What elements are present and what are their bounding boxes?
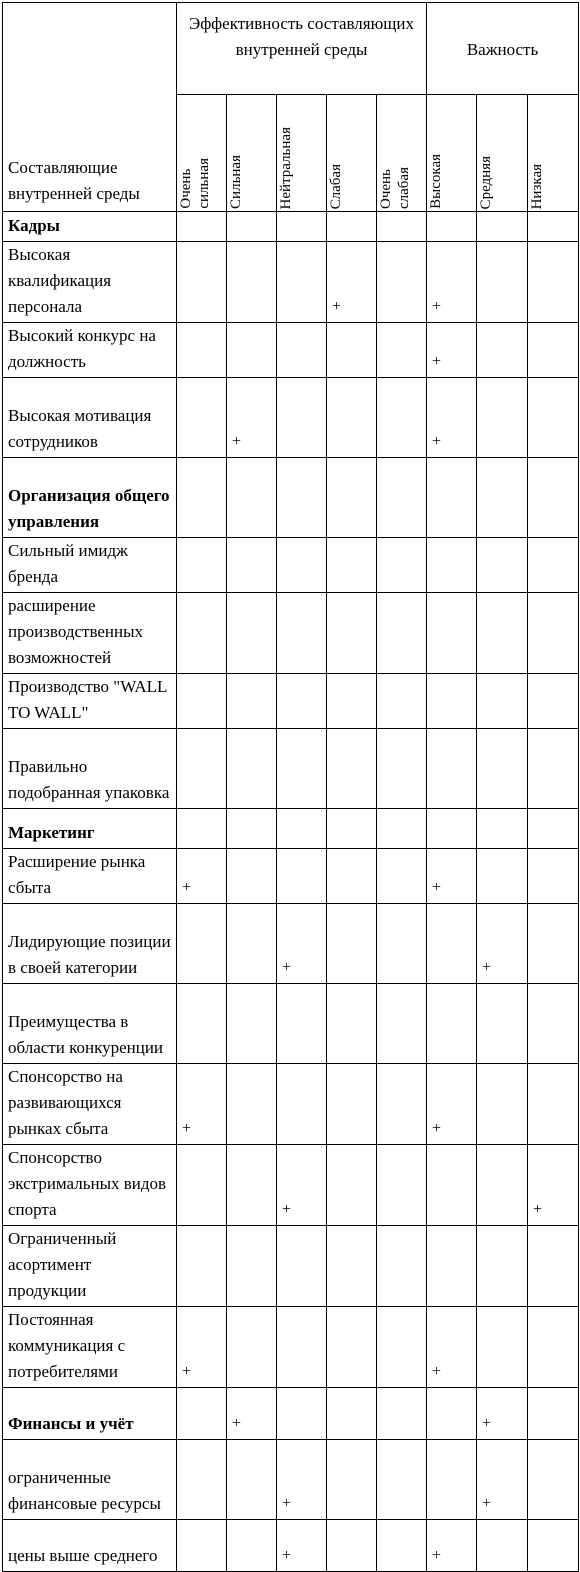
- effectiveness-level-header-label: Слабая: [328, 163, 344, 209]
- mark-cell: [377, 729, 427, 809]
- factor-label-cell: [3, 323, 177, 378]
- mark-cell: [528, 378, 579, 458]
- table-row: [3, 1440, 579, 1520]
- mark-cell: [427, 593, 477, 674]
- factor-label-cell: [3, 1520, 177, 1572]
- plus-mark: +: [432, 353, 442, 370]
- mark-cell: [377, 538, 427, 593]
- importance-level-header: [528, 95, 579, 212]
- mark-cell: [528, 1064, 579, 1145]
- mark-cell: [377, 1064, 427, 1145]
- mark-cell: [427, 1440, 477, 1520]
- plus-mark: +: [182, 1120, 192, 1137]
- plus-mark: +: [232, 433, 242, 450]
- mark-cell: [528, 538, 579, 593]
- mark-cell: [327, 458, 377, 538]
- mark-cell: [277, 1520, 327, 1572]
- mark-cell: [477, 1064, 528, 1145]
- mark-cell: [327, 1388, 377, 1440]
- factor-label: Сильный имидж бренда: [8, 541, 128, 586]
- corner-header-cell: [3, 3, 177, 212]
- effectiveness-level-header-label: Сильная: [228, 155, 244, 209]
- table-row: [3, 593, 579, 674]
- plus-mark: +: [432, 1363, 442, 1380]
- mark-cell: [427, 1226, 477, 1307]
- table-body: [3, 212, 579, 1572]
- mark-cell: [528, 729, 579, 809]
- mark-cell: [528, 458, 579, 538]
- plus-mark: +: [482, 1495, 492, 1512]
- factor-label-cell: [3, 984, 177, 1064]
- mark-cell: [477, 674, 528, 729]
- plus-mark: +: [182, 879, 192, 896]
- importance-level-header-label: Средняя: [478, 155, 495, 209]
- mark-cell: [327, 674, 377, 729]
- plus-mark: +: [482, 1415, 492, 1432]
- category-label: Маркетинг: [8, 823, 95, 842]
- mark-cell: [528, 1388, 579, 1440]
- factor-label-cell: [3, 904, 177, 984]
- mark-cell: [528, 323, 579, 378]
- mark-cell: [327, 1064, 377, 1145]
- plus-mark: +: [282, 1495, 292, 1512]
- mark-cell: [377, 1388, 427, 1440]
- mark-cell: [327, 1145, 377, 1226]
- mark-cell: [377, 674, 427, 729]
- plus-mark: +: [533, 1201, 543, 1218]
- table-row: [3, 809, 579, 849]
- factor-label: Постоянная коммуникация с потребителями: [8, 1310, 126, 1381]
- plus-mark: +: [282, 1201, 292, 1218]
- plus-mark: +: [282, 959, 292, 976]
- mark-cell: [177, 1145, 227, 1226]
- mark-cell: [327, 593, 377, 674]
- mark-cell: [227, 242, 277, 323]
- importance-group-label: Важность: [466, 40, 539, 59]
- factor-label-cell: [3, 729, 177, 809]
- factor-label: Расширение рынка сбыта: [8, 852, 146, 897]
- table-row: [3, 1226, 579, 1307]
- mark-cell: [227, 674, 277, 729]
- factor-label-cell: [3, 1226, 177, 1307]
- mark-cell: [427, 1307, 477, 1388]
- factor-label-cell: [3, 674, 177, 729]
- mark-cell: [477, 323, 528, 378]
- mark-cell: [177, 809, 227, 849]
- table-row: [3, 458, 579, 538]
- mark-cell: [227, 323, 277, 378]
- mark-cell: [327, 323, 377, 378]
- mark-cell: [177, 378, 227, 458]
- mark-cell: [528, 1145, 579, 1226]
- factor-label-cell: [3, 593, 177, 674]
- mark-cell: [377, 242, 427, 323]
- table-row: [3, 378, 579, 458]
- mark-cell: [427, 674, 477, 729]
- plus-mark: +: [232, 1415, 242, 1432]
- mark-cell: [427, 729, 477, 809]
- factor-label: Высокий конкурс на должность: [8, 326, 156, 371]
- factor-label: Правильно подобранная упаковка: [8, 757, 170, 802]
- header-row-groups: [3, 3, 579, 95]
- category-label-cell: [3, 212, 177, 242]
- mark-cell: [327, 984, 377, 1064]
- mark-cell: [477, 212, 528, 242]
- mark-cell: [528, 674, 579, 729]
- mark-cell: [277, 674, 327, 729]
- mark-cell: [277, 212, 327, 242]
- factor-label: Ограниченный асортимент продукции: [8, 1229, 117, 1300]
- mark-cell: [177, 1226, 227, 1307]
- mark-cell: [528, 984, 579, 1064]
- plus-mark: +: [432, 433, 442, 450]
- internal-environment-table: [2, 2, 579, 1572]
- mark-cell: [477, 1388, 528, 1440]
- plus-mark: +: [432, 879, 442, 896]
- category-label-cell: [3, 809, 177, 849]
- factor-label-cell: [3, 1064, 177, 1145]
- mark-cell: [477, 904, 528, 984]
- mark-cell: [327, 1440, 377, 1520]
- mark-cell: [277, 1440, 327, 1520]
- effectiveness-level-header: [277, 95, 327, 212]
- table-row: [3, 729, 579, 809]
- factor-label-cell: [3, 242, 177, 323]
- factor-label: ограниченные финансовые ресурсы: [8, 1468, 161, 1513]
- mark-cell: [377, 1307, 427, 1388]
- effectiveness-level-header-label: Очень сильная: [178, 158, 212, 209]
- mark-cell: [327, 212, 377, 242]
- mark-cell: [377, 904, 427, 984]
- mark-cell: [477, 378, 528, 458]
- mark-cell: [427, 904, 477, 984]
- mark-cell: [477, 538, 528, 593]
- category-label-cell: [3, 1388, 177, 1440]
- effectiveness-level-header: [177, 95, 227, 212]
- table-row: [3, 674, 579, 729]
- mark-cell: [177, 849, 227, 904]
- mark-cell: [528, 1226, 579, 1307]
- mark-cell: [427, 1064, 477, 1145]
- mark-cell: [227, 904, 277, 984]
- effectiveness-level-header: [377, 95, 427, 212]
- mark-cell: [227, 212, 277, 242]
- mark-cell: [377, 212, 427, 242]
- mark-cell: [177, 729, 227, 809]
- importance-level-header-label: Высокая: [428, 154, 445, 209]
- mark-cell: [277, 849, 327, 904]
- mark-cell: [277, 809, 327, 849]
- mark-cell: [227, 1520, 277, 1572]
- mark-cell: [377, 1520, 427, 1572]
- mark-cell: [177, 242, 227, 323]
- mark-cell: [528, 904, 579, 984]
- mark-cell: [227, 984, 277, 1064]
- mark-cell: [327, 538, 377, 593]
- mark-cell: [227, 1440, 277, 1520]
- table-row: [3, 849, 579, 904]
- mark-cell: [177, 1307, 227, 1388]
- mark-cell: [277, 1064, 327, 1145]
- mark-cell: [277, 904, 327, 984]
- mark-cell: [477, 1520, 528, 1572]
- mark-cell: [227, 729, 277, 809]
- category-label: Финансы и учёт: [8, 1414, 134, 1433]
- table-row: [3, 538, 579, 593]
- mark-cell: [427, 458, 477, 538]
- effectiveness-level-header-label: Очень слабая: [378, 167, 412, 209]
- factor-label: цены выше среднего: [8, 1546, 158, 1565]
- mark-cell: [477, 1307, 528, 1388]
- mark-cell: [477, 242, 528, 323]
- mark-cell: [227, 1226, 277, 1307]
- mark-cell: [227, 1307, 277, 1388]
- mark-cell: [327, 1226, 377, 1307]
- mark-cell: [177, 593, 227, 674]
- mark-cell: [177, 904, 227, 984]
- mark-cell: [227, 1388, 277, 1440]
- mark-cell: [277, 1145, 327, 1226]
- plus-mark: +: [482, 959, 492, 976]
- mark-cell: [427, 984, 477, 1064]
- mark-cell: [427, 323, 477, 378]
- factor-label-cell: [3, 538, 177, 593]
- mark-cell: [227, 378, 277, 458]
- mark-cell: [528, 212, 579, 242]
- plus-mark: +: [182, 1363, 192, 1380]
- factor-label: Высокая мотивация сотрудников: [8, 406, 152, 451]
- category-label: Кадры: [8, 216, 60, 235]
- mark-cell: [427, 1388, 477, 1440]
- mark-cell: [177, 1520, 227, 1572]
- factor-label: Преимущества в области конкуренции: [8, 1012, 164, 1057]
- mark-cell: [227, 1064, 277, 1145]
- importance-level-header: [427, 95, 477, 212]
- effectiveness-group-header: [177, 3, 427, 95]
- mark-cell: [477, 593, 528, 674]
- effectiveness-level-header: [227, 95, 277, 212]
- mark-cell: [177, 323, 227, 378]
- mark-cell: [377, 1145, 427, 1226]
- mark-cell: [227, 538, 277, 593]
- plus-mark: +: [332, 298, 342, 315]
- factor-label-cell: [3, 1145, 177, 1226]
- mark-cell: [477, 809, 528, 849]
- mark-cell: [427, 849, 477, 904]
- effectiveness-level-header: [327, 95, 377, 212]
- mark-cell: [528, 1440, 579, 1520]
- mark-cell: [327, 242, 377, 323]
- mark-cell: [477, 984, 528, 1064]
- factor-label: Производство "WALL TO WALL": [8, 677, 167, 722]
- factor-label: расширение производственных возможностей: [8, 596, 144, 667]
- mark-cell: [427, 538, 477, 593]
- plus-mark: +: [282, 1547, 292, 1564]
- factor-label-cell: [3, 849, 177, 904]
- plus-mark: +: [432, 1120, 442, 1137]
- mark-cell: [177, 1440, 227, 1520]
- mark-cell: [177, 674, 227, 729]
- mark-cell: [327, 809, 377, 849]
- mark-cell: [477, 849, 528, 904]
- importance-group-header: [427, 3, 579, 95]
- mark-cell: [227, 809, 277, 849]
- mark-cell: [327, 1307, 377, 1388]
- factor-label-cell: [3, 378, 177, 458]
- mark-cell: [427, 212, 477, 242]
- mark-cell: [477, 1440, 528, 1520]
- factor-label-cell: [3, 1307, 177, 1388]
- mark-cell: [377, 378, 427, 458]
- table-row: [3, 984, 579, 1064]
- category-label: Организация общего управления: [8, 486, 170, 531]
- corner-label: Составляющие внутренней среды: [8, 158, 140, 203]
- table-row: [3, 212, 579, 242]
- mark-cell: [327, 1520, 377, 1572]
- mark-cell: [277, 1388, 327, 1440]
- mark-cell: [477, 458, 528, 538]
- mark-cell: [227, 458, 277, 538]
- table-row: [3, 1307, 579, 1388]
- mark-cell: [477, 729, 528, 809]
- mark-cell: [528, 593, 579, 674]
- mark-cell: [277, 729, 327, 809]
- mark-cell: [327, 904, 377, 984]
- mark-cell: [277, 242, 327, 323]
- effectiveness-group-label: Эффективность составляющих внутренней среды: [189, 14, 414, 59]
- mark-cell: [277, 378, 327, 458]
- mark-cell: [377, 323, 427, 378]
- mark-cell: [327, 849, 377, 904]
- mark-cell: [227, 849, 277, 904]
- table-row: [3, 1520, 579, 1572]
- category-label-cell: [3, 458, 177, 538]
- mark-cell: [477, 1226, 528, 1307]
- table-row: [3, 1145, 579, 1226]
- table-row: [3, 904, 579, 984]
- mark-cell: [277, 458, 327, 538]
- mark-cell: [528, 1307, 579, 1388]
- mark-cell: [277, 1307, 327, 1388]
- mark-cell: [377, 849, 427, 904]
- mark-cell: [227, 1145, 277, 1226]
- mark-cell: [277, 323, 327, 378]
- mark-cell: [427, 1520, 477, 1572]
- mark-cell: [377, 984, 427, 1064]
- mark-cell: [477, 1145, 528, 1226]
- mark-cell: [177, 212, 227, 242]
- mark-cell: [377, 809, 427, 849]
- effectiveness-level-header-label: Нейтральная: [278, 126, 294, 209]
- mark-cell: [377, 593, 427, 674]
- table-row: [3, 1064, 579, 1145]
- mark-cell: [427, 1145, 477, 1226]
- mark-cell: [277, 593, 327, 674]
- mark-cell: [528, 1520, 579, 1572]
- mark-cell: [377, 1226, 427, 1307]
- mark-cell: [327, 378, 377, 458]
- mark-cell: [177, 458, 227, 538]
- factor-label: Спонсорство экстримальных видов спорта: [8, 1148, 167, 1219]
- mark-cell: [528, 809, 579, 849]
- mark-cell: [427, 242, 477, 323]
- mark-cell: [227, 593, 277, 674]
- factor-label: Спонсорство на развивающихся рынках сбыта: [8, 1067, 123, 1138]
- factor-label: Высокая квалификация персонала: [8, 245, 112, 316]
- mark-cell: [327, 729, 377, 809]
- mark-cell: [377, 1440, 427, 1520]
- mark-cell: [277, 984, 327, 1064]
- mark-cell: [528, 849, 579, 904]
- mark-cell: [277, 1226, 327, 1307]
- mark-cell: [277, 538, 327, 593]
- mark-cell: [377, 458, 427, 538]
- importance-level-header: [477, 95, 528, 212]
- plus-mark: +: [432, 298, 442, 315]
- table-row: [3, 242, 579, 323]
- mark-cell: [177, 538, 227, 593]
- mark-cell: [427, 378, 477, 458]
- table-row: [3, 1388, 579, 1440]
- plus-mark: +: [432, 1547, 442, 1564]
- factor-label: Лидирующие позиции в своей категории: [8, 932, 171, 977]
- mark-cell: [177, 984, 227, 1064]
- importance-level-header-label: Низкая: [529, 163, 546, 209]
- factor-label-cell: [3, 1440, 177, 1520]
- mark-cell: [177, 1388, 227, 1440]
- mark-cell: [427, 809, 477, 849]
- table-row: [3, 323, 579, 378]
- mark-cell: [528, 242, 579, 323]
- mark-cell: [177, 1064, 227, 1145]
